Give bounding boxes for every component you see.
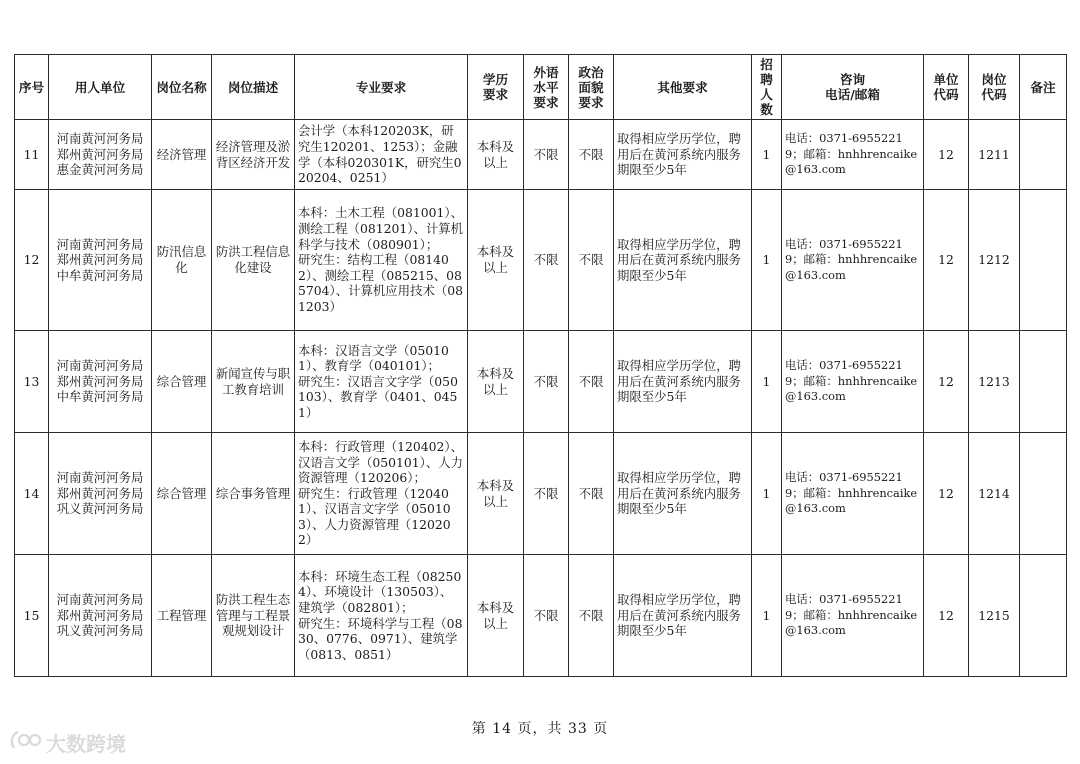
cell-edu: 本科及以上	[468, 555, 524, 677]
cell-unit: 河南黄河河务局郑州黄河河务局巩义黄河河务局	[49, 433, 152, 555]
header-politic: 政治 面貌 要求	[569, 55, 614, 120]
cell-no: 12	[15, 190, 49, 331]
cell-other: 取得相应学历学位，聘用后在黄河系统内服务期限至少5年	[614, 190, 752, 331]
header-contact: 咨询 电话/邮箱	[782, 55, 924, 120]
cell-lang: 不限	[524, 190, 569, 331]
cell-edu: 本科及以上	[468, 120, 524, 190]
header-post-desc: 岗位描述	[212, 55, 295, 120]
header-no: 序号	[15, 55, 49, 120]
cell-edu: 本科及以上	[468, 433, 524, 555]
cell-post-name: 经济管理	[152, 120, 212, 190]
header-post-name: 岗位名称	[152, 55, 212, 120]
cell-count: 1	[752, 120, 782, 190]
header-unit-code: 单位 代码	[924, 55, 969, 120]
cell-politic: 不限	[569, 433, 614, 555]
cell-post-name: 防汛信息化	[152, 190, 212, 331]
cell-post-code: 1215	[969, 555, 1020, 677]
watermark	[8, 728, 126, 757]
cell-post-name: 综合管理	[152, 331, 212, 433]
header-lang: 外语 水平 要求	[524, 55, 569, 120]
cell-unit-code: 12	[924, 190, 969, 331]
watermark-text: 大数跨境	[46, 732, 126, 756]
cell-contact: 电话：0371-69552219；邮箱：hnhhrencaike@163.com	[782, 190, 924, 331]
cell-contact: 电话：0371-69552219；邮箱：hnhhrencaike@163.com	[782, 433, 924, 555]
cell-no: 14	[15, 433, 49, 555]
cell-major: 本科：环境生态工程（082504）、环境设计（130503）、建筑学（082801）； 研究生：环境科学与工程（0830、0776、0971）、建筑学（0813、0851）	[295, 555, 468, 677]
watermark-logo-icon	[8, 728, 42, 757]
cell-remark	[1020, 120, 1067, 190]
cell-remark	[1020, 331, 1067, 433]
cell-post-code: 1211	[969, 120, 1020, 190]
cell-politic: 不限	[569, 555, 614, 677]
cell-major: 会计学（本科120203K，研究生120201、1253）；金融学（本科020301K，研究生020204、0251）	[295, 120, 468, 190]
cell-unit: 河南黄河河务局郑州黄河河务局惠金黄河河务局	[49, 120, 152, 190]
cell-no: 11	[15, 120, 49, 190]
cell-unit: 河南黄河河务局郑州黄河河务局中牟黄河河务局	[49, 190, 152, 331]
cell-count: 1	[752, 331, 782, 433]
cell-remark	[1020, 190, 1067, 331]
cell-no: 13	[15, 331, 49, 433]
table-row	[15, 555, 1067, 677]
cell-edu: 本科及以上	[468, 190, 524, 331]
header-row	[15, 55, 1067, 120]
table-row	[15, 190, 1067, 331]
table-row	[15, 120, 1067, 190]
cell-post-desc: 经济管理及淤背区经济开发	[212, 120, 295, 190]
cell-politic: 不限	[569, 190, 614, 331]
header-major: 专业要求	[295, 55, 468, 120]
cell-remark	[1020, 555, 1067, 677]
header-edu: 学历 要求	[468, 55, 524, 120]
cell-post-code: 1214	[969, 433, 1020, 555]
cell-other: 取得相应学历学位，聘用后在黄河系统内服务期限至少5年	[614, 555, 752, 677]
cell-post-desc: 防洪工程生态管理与工程景观规划设计	[212, 555, 295, 677]
cell-no: 15	[15, 555, 49, 677]
table-row	[15, 433, 1067, 555]
cell-major: 本科：行政管理（120402）、汉语言文学（050101）、人力资源管理（120206）； 研究生：行政管理（120401）、汉语言文字学（050103）、人力资源管理（120202）	[295, 433, 468, 555]
cell-major: 本科：汉语言文学（050101）、教育学（040101）； 研究生：汉语言文字学（050103）、教育学（0401、0451）	[295, 331, 468, 433]
cell-lang: 不限	[524, 433, 569, 555]
cell-major: 本科：土木工程（081001）、测绘工程（081201）、计算机科学与技术（080901）； 研究生：结构工程（081402）、测绘工程（085215、085704）、计算机应用技术（081203）	[295, 190, 468, 331]
cell-other: 取得相应学历学位，聘用后在黄河系统内服务期限至少5年	[614, 331, 752, 433]
cell-unit: 河南黄河河务局郑州黄河河务局巩义黄河河务局	[49, 555, 152, 677]
cell-unit-code: 12	[924, 331, 969, 433]
page-number: 第 14 页，共 33 页	[471, 721, 609, 737]
recruitment-table	[14, 54, 1067, 677]
cell-unit-code: 12	[924, 120, 969, 190]
cell-post-desc: 新闻宣传与职工教育培训	[212, 331, 295, 433]
cell-post-name: 综合管理	[152, 433, 212, 555]
cell-post-name: 工程管理	[152, 555, 212, 677]
cell-post-desc: 综合事务管理	[212, 433, 295, 555]
cell-post-code: 1212	[969, 190, 1020, 331]
cell-lang: 不限	[524, 555, 569, 677]
cell-edu: 本科及以上	[468, 331, 524, 433]
cell-lang: 不限	[524, 120, 569, 190]
cell-unit-code: 12	[924, 555, 969, 677]
cell-contact: 电话：0371-69552219；邮箱：hnhhrencaike@163.com	[782, 331, 924, 433]
cell-contact: 电话：0371-69552219；邮箱：hnhhrencaike@163.com	[782, 120, 924, 190]
cell-lang: 不限	[524, 331, 569, 433]
header-remark: 备注	[1020, 55, 1067, 120]
cell-other: 取得相应学历学位，聘用后在黄河系统内服务期限至少5年	[614, 433, 752, 555]
header-post-code: 岗位 代码	[969, 55, 1020, 120]
cell-contact: 电话：0371-69552219；邮箱：hnhhrencaike@163.com	[782, 555, 924, 677]
header-unit: 用人单位	[49, 55, 152, 120]
cell-other: 取得相应学历学位，聘用后在黄河系统内服务期限至少5年	[614, 120, 752, 190]
cell-count: 1	[752, 190, 782, 331]
cell-unit-code: 12	[924, 433, 969, 555]
cell-post-desc: 防洪工程信息化建设	[212, 190, 295, 331]
cell-remark	[1020, 433, 1067, 555]
cell-post-code: 1213	[969, 331, 1020, 433]
header-count: 招聘 人数	[752, 55, 782, 120]
cell-politic: 不限	[569, 120, 614, 190]
cell-count: 1	[752, 555, 782, 677]
cell-unit: 河南黄河河务局郑州黄河河务局中牟黄河河务局	[49, 331, 152, 433]
cell-count: 1	[752, 433, 782, 555]
table-row	[15, 331, 1067, 433]
cell-politic: 不限	[569, 331, 614, 433]
header-other: 其他要求	[614, 55, 752, 120]
